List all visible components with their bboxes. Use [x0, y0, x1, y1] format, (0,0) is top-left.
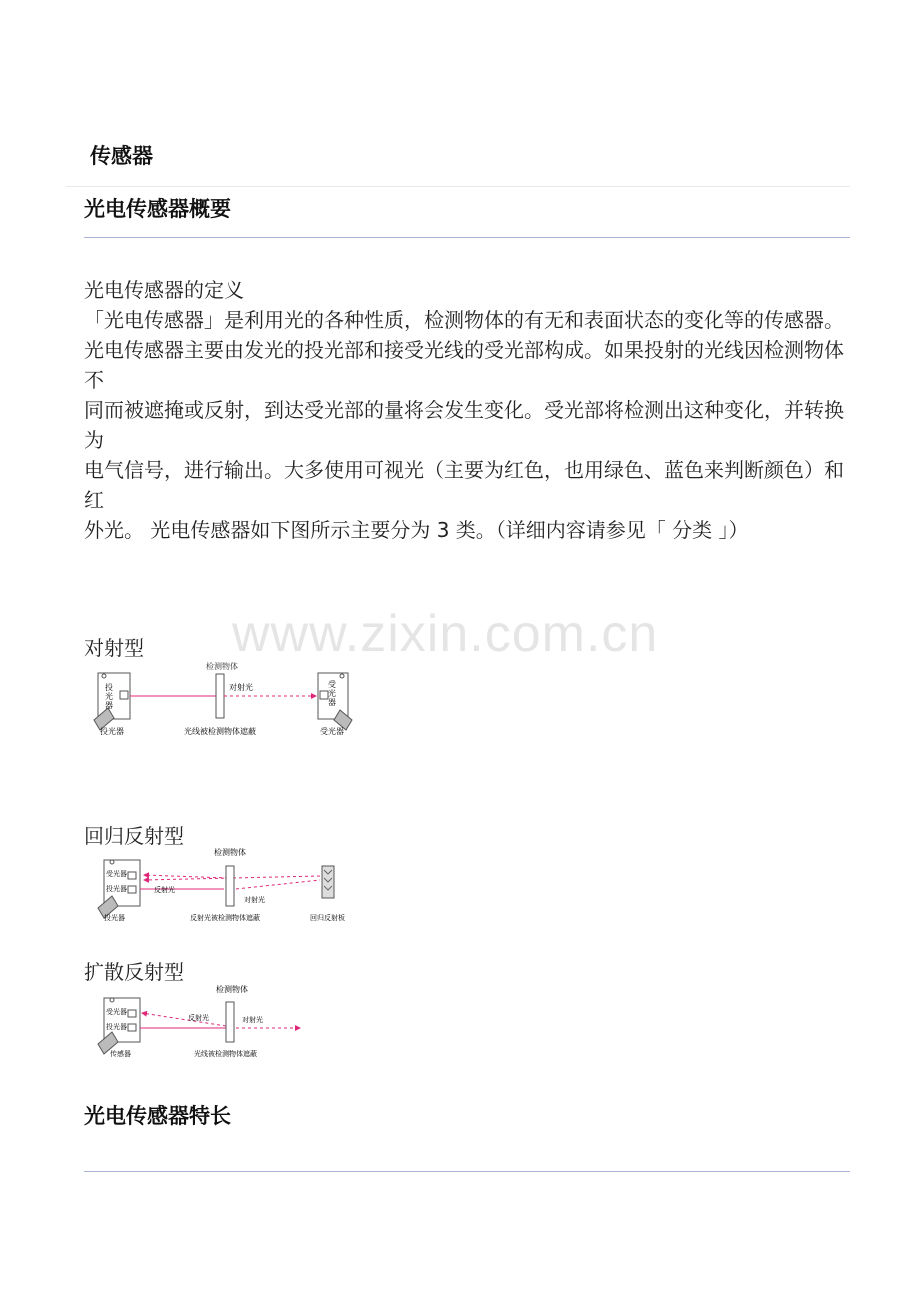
- emitter-text: 光: [105, 692, 113, 701]
- receiver-text: 受: [328, 680, 336, 689]
- paragraph: 外光。 光电传感器如下图所示主要分为 3 类。（详细内容请参见「 分类 」）: [84, 518, 749, 542]
- reflected-beam: [142, 1013, 226, 1026]
- diagram-label-diffuse-reflective: 扩散反射型: [84, 960, 184, 984]
- emitter-text: 器: [105, 701, 113, 710]
- object-label: 检测物体: [216, 985, 248, 994]
- sensor-caption: 传感器: [110, 1050, 131, 1058]
- detected-object: [216, 674, 224, 718]
- emitter-element: 投光器: [106, 1023, 127, 1031]
- object-label: 检测物体: [214, 848, 246, 857]
- receiver-element: 受光器: [106, 1008, 127, 1016]
- blocked-caption: 反射光被检测物体遮蔽: [190, 914, 260, 922]
- section-heading-features: 光电传感器特长: [84, 1104, 231, 1128]
- receiver-element: 受光器: [106, 870, 127, 878]
- receiver-caption: 受光器: [320, 727, 344, 736]
- paragraph: 「光电传感器」是利用光的各种性质，检测物体的有无和表面状态的变化等的传感器。: [84, 308, 844, 332]
- through-beam-diagram: [84, 660, 364, 740]
- beam-label: 对射光: [244, 896, 265, 904]
- watermark: www.zixin.com.cn: [232, 605, 659, 663]
- detected-object: [226, 1002, 234, 1042]
- paragraph: 光电传感器主要由发光的投光部和接受光线的受光部构成。如果投射的光线因检测物体不: [84, 338, 844, 392]
- section-divider: [84, 237, 850, 238]
- document-title: 传感器: [90, 144, 153, 168]
- object-label: 检测物体: [206, 662, 238, 671]
- blocked-caption: 光线被检测物体遮蔽: [194, 1050, 257, 1058]
- paragraph: 电气信号，进行输出。大多使用可视光（主要为红色，也用绿色、蓝色来判断颜色）和红: [84, 458, 844, 512]
- sensor-caption: 投光器: [104, 914, 125, 922]
- diffuse-reflective-diagram: [84, 982, 324, 1064]
- reflected-label: 反射光: [188, 1014, 209, 1022]
- beam-label: 对射光: [229, 683, 253, 692]
- emitter-text: 投: [105, 683, 113, 692]
- emitter-caption: 投光器: [100, 727, 124, 736]
- reflected-label: 反射光: [154, 886, 175, 894]
- section-heading-overview: 光电传感器概要: [84, 197, 231, 221]
- diagram-label-through-beam: 对射型: [84, 636, 144, 660]
- retro-reflective-diagram: [84, 846, 364, 928]
- definition-heading: 光电传感器的定义: [84, 278, 244, 302]
- reflector-caption: 回归反射板: [310, 914, 345, 922]
- diagram-label-retro-reflective: 回归反射型: [84, 824, 184, 848]
- beam-label: 对射光: [242, 1016, 263, 1024]
- reflected-beam: [144, 875, 228, 878]
- paragraph: 同而被遮掩或反射，到达受光部的量将会发生变化。受光部将检测出这种变化，并转换为: [84, 398, 844, 452]
- blocked-caption: 光线被检测物体遮蔽: [184, 727, 256, 736]
- definition-block: [84, 275, 854, 545]
- emitter-element: 投光器: [106, 885, 127, 893]
- section-divider: [84, 1171, 850, 1172]
- receiver-text: 光: [328, 689, 336, 698]
- receiver-text: 器: [328, 698, 336, 707]
- beam-line: [236, 880, 320, 889]
- top-divider: [66, 186, 850, 187]
- detected-object: [226, 866, 234, 906]
